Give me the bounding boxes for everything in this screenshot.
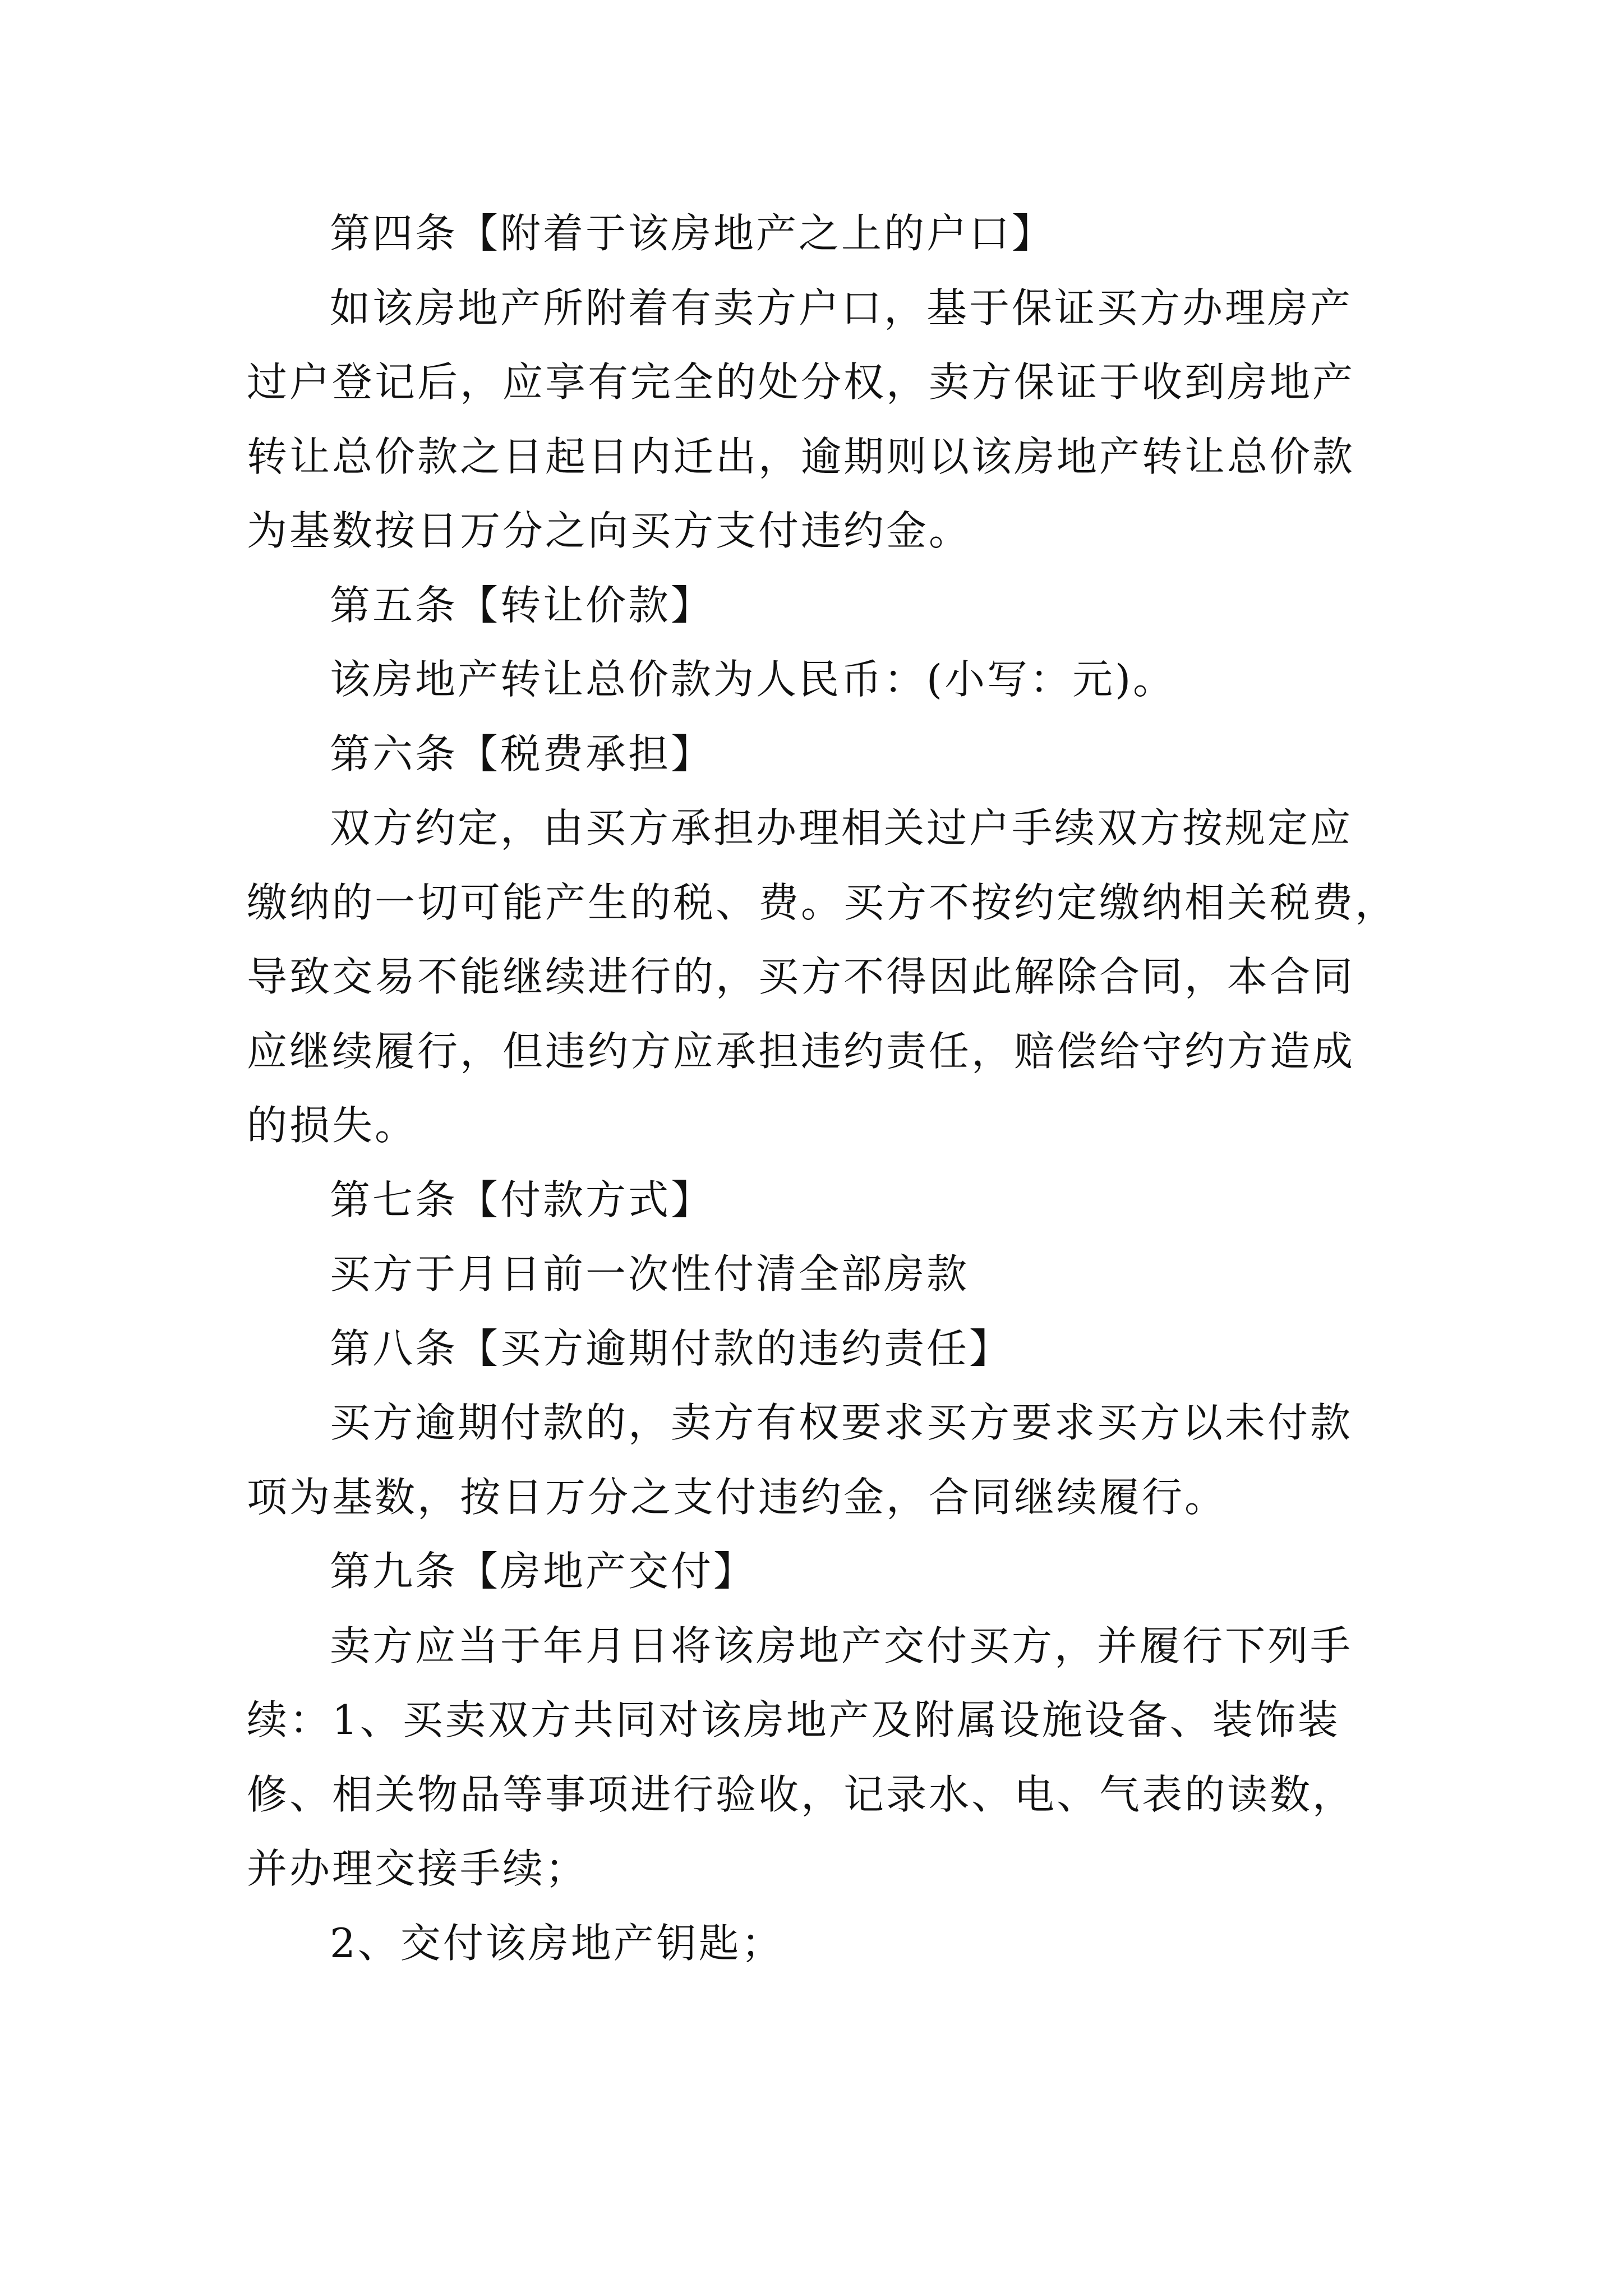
article-5-heading: 第五条【转让价款】 bbox=[330, 581, 714, 629]
article-6-body-line-4: 应继续履行，但违约方应承担违约责任，赔偿给守约方造成 bbox=[247, 1027, 1355, 1075]
article-9-body-line-1: 卖方应当于年月日将该房地产交付买方，并履行下列手 bbox=[330, 1622, 1353, 1669]
article-6-body-line-1: 双方约定，由买方承担办理相关过户手续双方按规定应 bbox=[330, 804, 1353, 852]
article-7-heading: 第七条【付款方式】 bbox=[330, 1176, 714, 1223]
article-9-body-line-2: 续：1、买卖双方共同对该房地产及附属设施设备、装饰装 bbox=[247, 1696, 1340, 1743]
article-9-heading: 第九条【房地产交付】 bbox=[330, 1548, 757, 1595]
contract-text bbox=[247, 196, 1398, 1980]
article-8-heading: 第八条【买方逾期付款的违约责任】 bbox=[330, 1324, 1012, 1372]
article-7-body-line-1: 买方于月日前一次性付清全部房款 bbox=[330, 1250, 970, 1297]
article-5-body-line-1: 该房地产转让总价款为人民币：(小写：元)。 bbox=[330, 656, 1176, 703]
article-9-body-line-3: 修、相关物品等事项进行验收，记录水、电、气表的读数， bbox=[247, 1770, 1355, 1818]
article-6-body-line-5: 的损失。 bbox=[247, 1102, 418, 1149]
article-6-heading: 第六条【税费承担】 bbox=[330, 730, 714, 777]
article-4-body-line-1: 如该房地产所附着有卖方户口，基于保证买方办理房产 bbox=[330, 284, 1353, 332]
article-4-body-line-3: 转让总价款之日起日内迁出，逾期则以该房地产转让总价款 bbox=[247, 432, 1355, 480]
article-4-body-line-4: 为基数按日万分之向买方支付违约金。 bbox=[247, 507, 972, 554]
article-8-body-line-1: 买方逾期付款的，卖方有权要求买方要求买方以未付款 bbox=[330, 1399, 1353, 1446]
article-9-body-line-4: 并办理交接手续； bbox=[247, 1845, 588, 1892]
article-9-item-2: 2、交付该房地产钥匙； bbox=[330, 1919, 784, 1967]
article-6-body-line-3: 导致交易不能继续进行的，买方不得因此解除合同，本合同 bbox=[247, 953, 1355, 1000]
article-8-body-line-2: 项为基数，按日万分之支付违约金，合同继续履行。 bbox=[247, 1473, 1228, 1521]
article-6-body-line-2: 缴纳的一切可能产生的税、费。买方不按约定缴纳相关税费， bbox=[247, 878, 1398, 926]
article-4-heading: 第四条【附着于该房地产之上的户口】 bbox=[330, 210, 1055, 257]
article-4-body-line-2: 过户登记后，应享有完全的处分权，卖方保证于收到房地产 bbox=[247, 358, 1355, 406]
